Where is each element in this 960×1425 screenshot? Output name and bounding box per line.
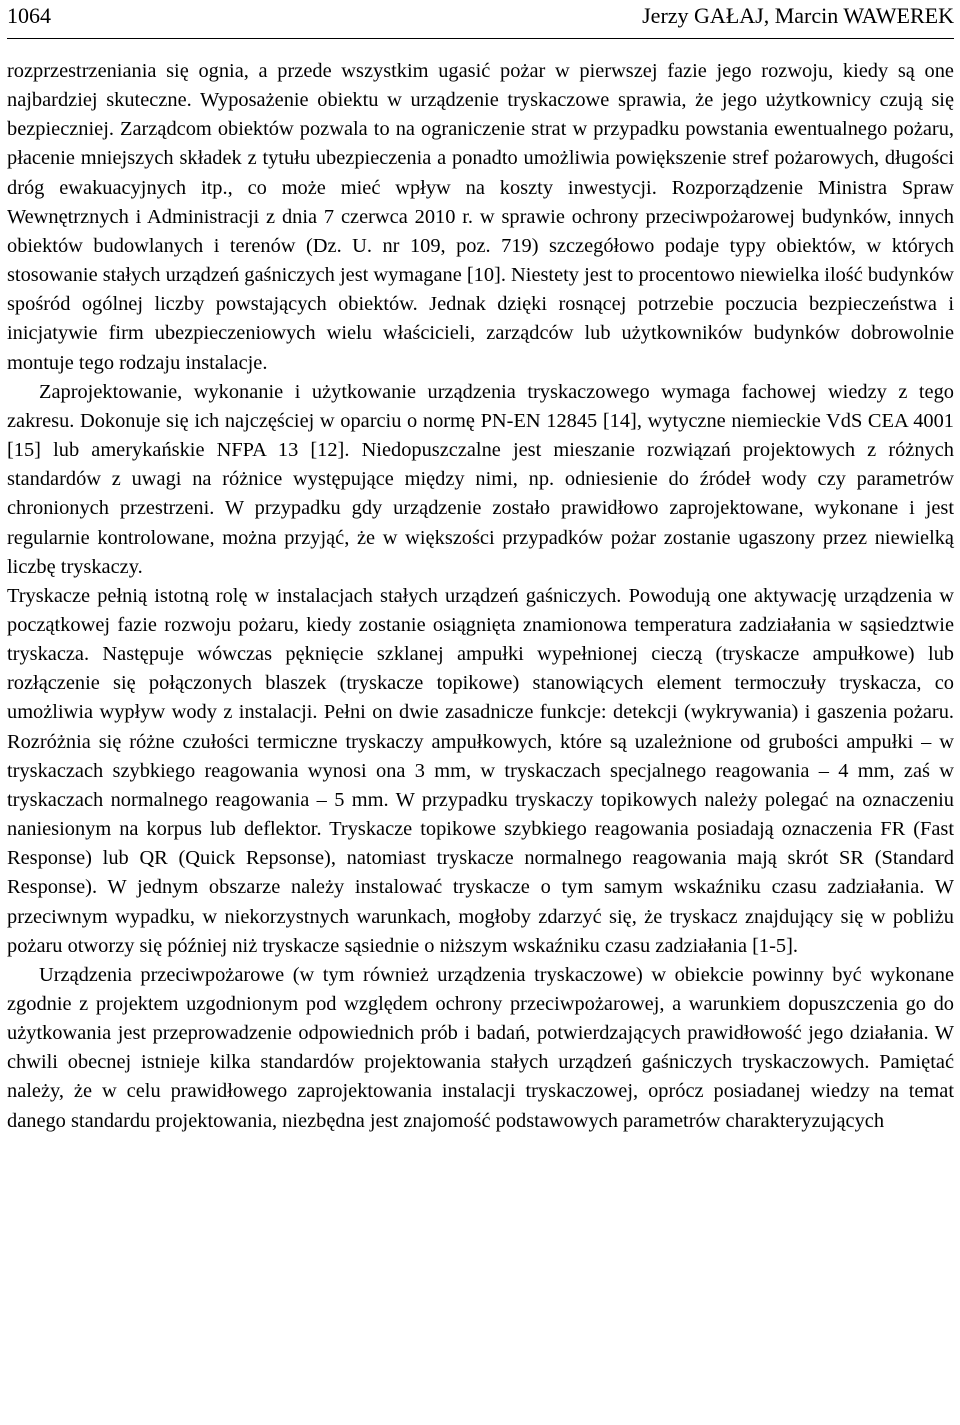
paragraph-2: Zaprojektowanie, wykonanie i użytkowanie urządzenia tryskaczowego wymaga fachowej wiedzy z tego zakresu. Dokonuje się ich najczęściej w oparciu o normę PN-EN 12845 [14], wytyczne niemieckie VdS CEA 4001 [15] lub amerykańskie NFPA 13 [12]. Niedopuszczalne jest mieszanie rozwiązań projektowych z różnych standardów z uwagi na różnice występujące między nimi, np. odniesienie do źródeł wody czy parametrów chronionych przestrzeni. W przypadku gdy urządzenie zostało prawidłowo zaprojektowane, wykonane i jest regularnie kontrolowane, można przyjąć, że w większości przypadków pożar zostanie ugaszony przez niewielką liczbę tryskaczy.	[7, 380, 954, 578]
running-header-authors: Jerzy GAŁAJ, Marcin WAWEREK	[642, 3, 954, 28]
paragraph-3: Tryskacze pełnią istotną rolę w instalacjach stałych urządzeń gaśniczych. Powodują one aktywację urządzenia w początkowej fazie rozwoju pożaru, kiedy zostanie osiągnięta znamionowa temperatura zadziałania w sąsiedztwie tryskacza. Następuje wówczas pęknięcie szklanej ampułki wypełnionej cieczą (tryskacze ampułkowe) lub rozłączenie się połączonych blaszek (tryskacze topikowe) stanowiących element termoczuły tryskacza, co umożliwia wypływ wody z instalacji. Pełni on dwie zasadnicze funkcje: detekcji (wykrywania) i gaszenia pożaru. Rozróżnia się różne czułości termiczne tryskaczy ampułkowych, które są uzależnione od grubości ampułki – w tryskaczach szybkiego reagowania wynosi ona 3 mm, w tryskaczach specjalnego reagowania – 4 mm, zaś w tryskaczach normalnego reagowania – 5 mm. W przypadku tryskaczy topikowych należy polegać na oznaczeniu naniesionym na korpus lub deflektor. Tryskacze topikowe szybkiego reagowania posiadają oznaczenia FR (Fast Response) lub QR (Quick Repsonse), natomiast tryskacze normalnego reagowania mają skrót SR (Standard Response). W jednym obszarze należy instalować tryskacze o tym samym wskaźniku czasu zadziałania. W przeciwnym wypadku, w niekorzystnych warunkach, mogłoby zdarzyć się, że tryskacz znajdujący się w pobliżu pożaru otworzy się później niż tryskacze sąsiednie o niższym wskaźniku czasu zadziałania [1-5].	[7, 584, 954, 957]
paragraph-1: rozprzestrzeniania się ognia, a przede wszystkim ugasić pożar w pierwszej fazie jego rozwoju, kiedy są one najbardziej skuteczne. Wyposażenie obiektu w urządzenie tryskaczowe sprawia, że jego użytkownicy czują się bezpieczniej. Zarządcom obiektów pozwala to na ograniczenie strat w przypadku powstania ewentualnego pożaru, płacenie mniejszych składek z tytułu ubezpieczenia a ponadto umożliwia powiększenie stref pożarowych, długości dróg ewakuacyjnych itp., co może mieć wpływ na koszty inwestycji. Rozporządzenie Ministra Spraw Wewnętrznych i Administracji z dnia 7 czerwca 2010 r. w sprawie ochrony przeciwpożarowej budynków, innych obiektów budowlanych i terenów (Dz. U. nr 109, poz. 719) szczegółowo podaje typy obiektów, w których stosowanie stałych urządzeń gaśniczych jest wymagane [10]. Niestety jest to procentowo niewielka ilość budynków spośród ogólnej liczby powstających obiektów. Jednak dzięki rosnącej potrzebie poczucia bezpieczeństwa i inicjatywie firm ubezpieczeniowych wielu właścicieli, zarządców lub użytkowników budynków dobrowolnie montuje tego rodzaju instalacje.	[7, 60, 954, 374]
running-header	[7, 0, 954, 39]
page-number: 1064	[7, 3, 51, 28]
body-text	[7, 57, 954, 1136]
paragraph-4: Urządzenia przeciwpożarowe (w tym również urządzenia tryskaczowe) w obiekcie powinny być wykonane zgodnie z projektem uzgodnionym pod względem ochrony przeciwpożarowej, a warunkiem dopuszczenia go do użytkowania jest przeprowadzenie odpowiednich prób i badań, potwierdzających prawidłowość jego działania. W chwili obecnej istnieje kilka standardów projektowania stałych urządzeń gaśniczych tryskaczowych. Pamiętać należy, że w celu prawidłowego zaprojektowania instalacji tryskaczowej, oprócz posiadanej wiedzy na temat danego standardu projektowania, niezbędna jest znajomość podstawowych parametrów charakteryzujących	[7, 963, 954, 1132]
document-page	[7, 0, 954, 1136]
